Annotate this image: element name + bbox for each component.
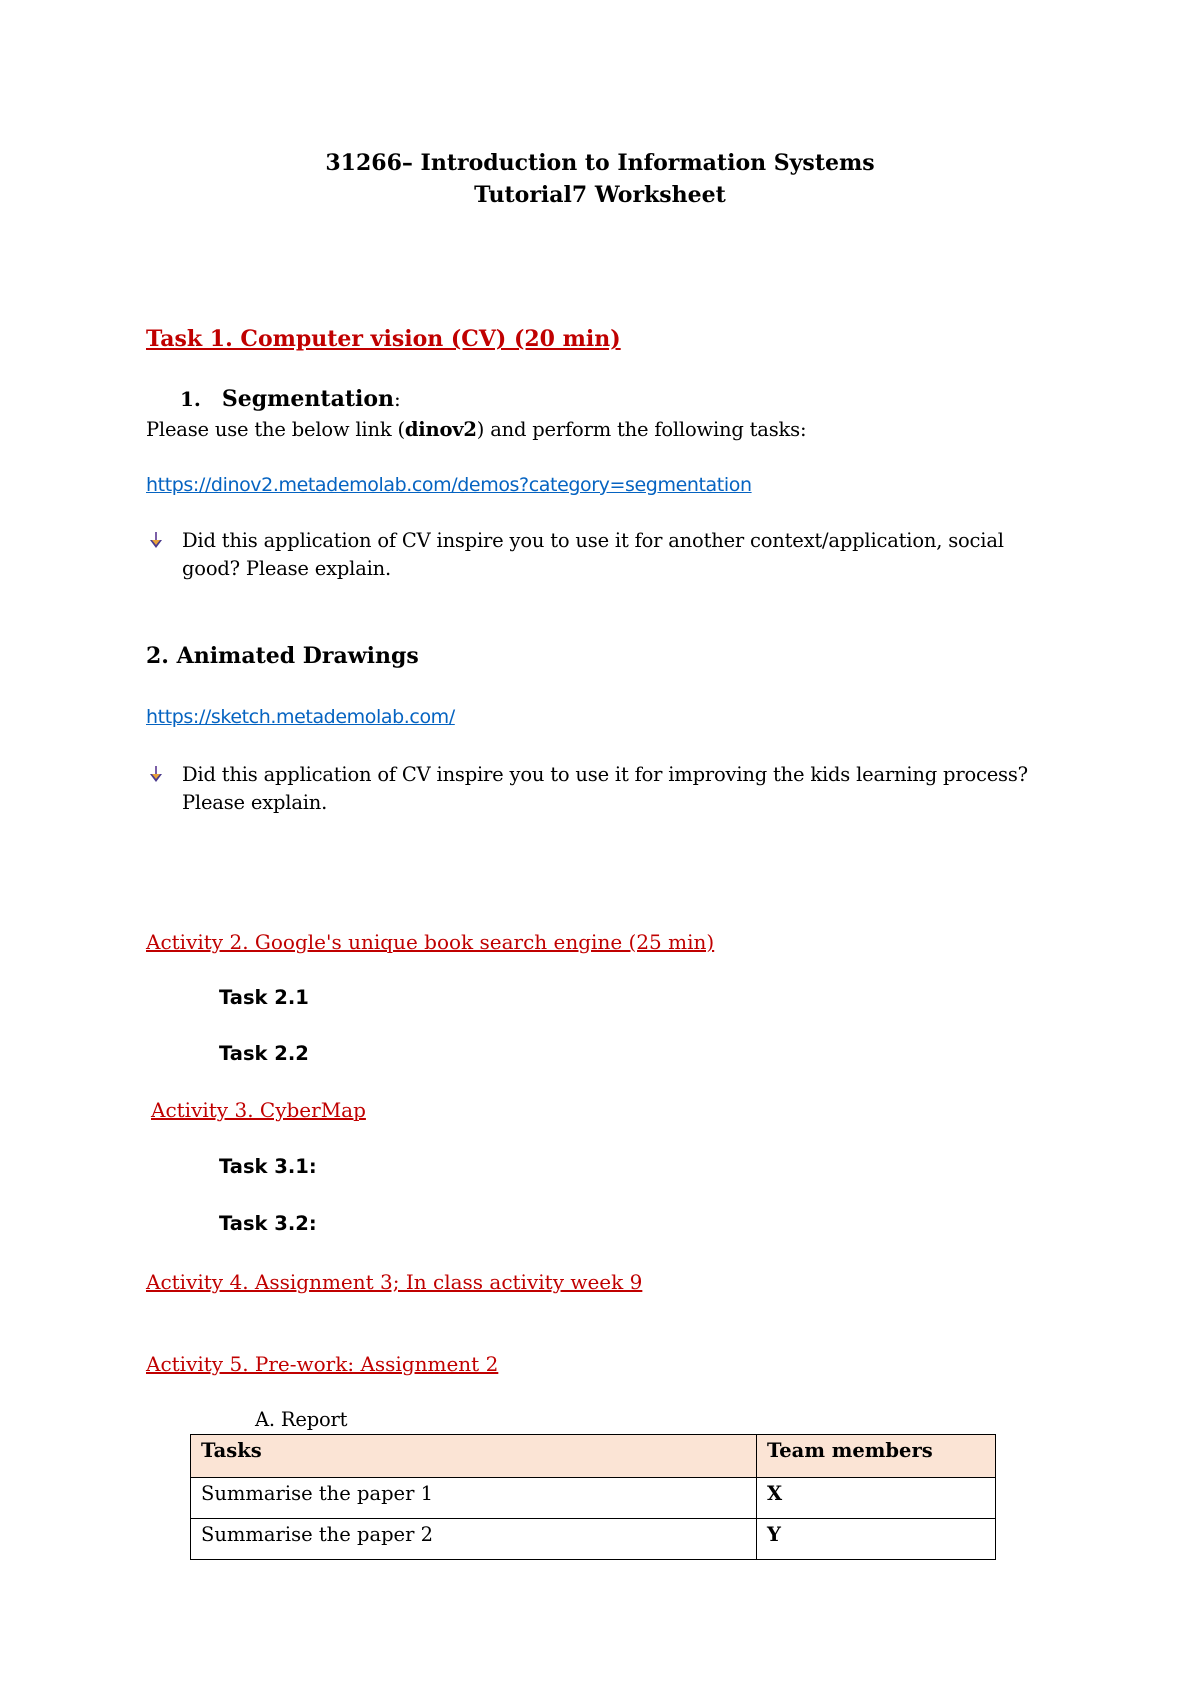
arrow-down-bullet-icon: [149, 532, 163, 550]
table-cell-member: Y: [757, 1519, 996, 1560]
task-2-1: Task 2.1: [219, 986, 309, 1009]
arrow-down-bullet-icon: [149, 766, 163, 784]
task1-heading: Task 1. Computer vision (CV) (20 min): [146, 326, 621, 352]
intro-text-before: Please use the below link (: [146, 418, 405, 441]
animated-drawings-heading: 2. Animated Drawings: [146, 643, 419, 669]
table-cell-task: Summarise the paper 1: [191, 1478, 757, 1519]
intro-bold-dinov2: dinov2: [404, 418, 477, 441]
activity2-heading: Activity 2. Google's unique book search engine (25 min): [146, 930, 715, 954]
dinov2-link[interactable]: https://dinov2.metademolab.com/demos?category=segmentation: [146, 474, 752, 496]
segmentation-intro: [146, 418, 806, 441]
table-header-team-members: Team members: [757, 1435, 996, 1478]
table-header-tasks: Tasks: [191, 1435, 757, 1478]
segmentation-heading: [180, 386, 401, 412]
task-2-2: Task 2.2: [219, 1042, 309, 1065]
segmentation-number: 1.: [180, 387, 201, 411]
segmentation-colon: :: [394, 387, 401, 411]
table-row: [191, 1478, 996, 1519]
table-cell-task: Summarise the paper 2: [191, 1519, 757, 1560]
table-header-row: [191, 1435, 996, 1478]
document-title: 31266– Introduction to Information Systems: [325, 150, 875, 176]
document-subtitle: Tutorial7 Worksheet: [474, 182, 726, 208]
animated-question-line2: Please explain.: [182, 791, 328, 814]
animated-question-line1: Did this application of CV inspire you to use it for improving the kids learning process?: [182, 763, 1028, 786]
table-row: [191, 1519, 996, 1560]
segmentation-question-line1: Did this application of CV inspire you to use it for another context/application, social: [182, 529, 1004, 552]
activity5-heading: Activity 5. Pre-work: Assignment 2: [146, 1352, 499, 1376]
activity3-heading: Activity 3. CyberMap: [151, 1098, 366, 1122]
report-subheading: A. Report: [255, 1408, 348, 1431]
report-table: [190, 1434, 996, 1560]
table-cell-member: X: [757, 1478, 996, 1519]
task-3-2: Task 3.2:: [219, 1212, 317, 1235]
segmentation-question-line2: good? Please explain.: [182, 557, 392, 580]
sketch-link[interactable]: https://sketch.metademolab.com/: [146, 706, 455, 728]
task-3-1: Task 3.1:: [219, 1155, 317, 1178]
intro-text-after: ) and perform the following tasks:: [476, 418, 807, 441]
activity4-heading: Activity 4. Assignment 3; In class activity week 9: [146, 1270, 643, 1294]
segmentation-title: Segmentation: [221, 386, 395, 412]
